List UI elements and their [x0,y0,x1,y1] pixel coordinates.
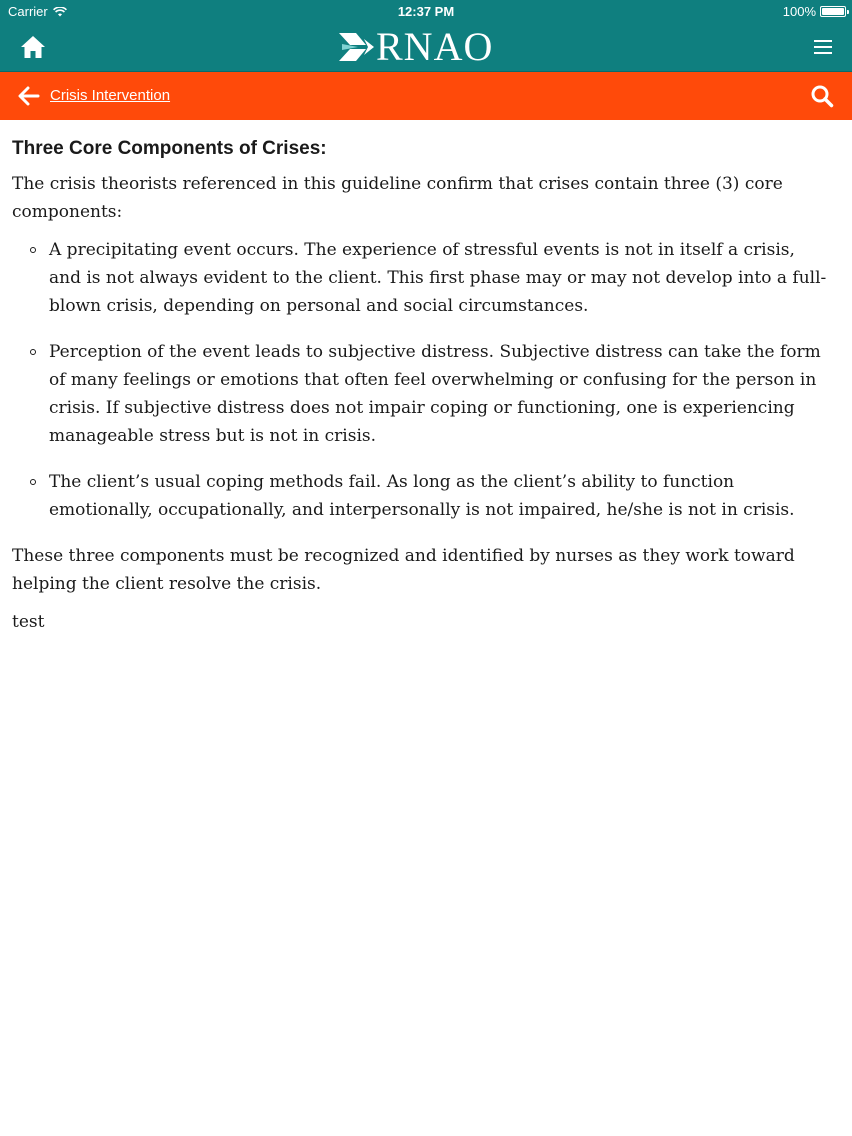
battery-percent: 100% [782,4,816,19]
home-icon [20,35,46,59]
battery-icon [820,6,846,17]
rnao-logo [336,26,516,68]
bullet-circle-icon [30,349,36,355]
menu-button[interactable] [814,37,834,57]
breadcrumb-link[interactable]: Crisis Intervention [50,87,171,104]
list-item-text: The client’s usual coping methods fail. As long as the client’s ability to function emotionally, occupationally, and interpersonally is not impaired, he/she is not in crisis. [49,472,795,520]
bullet-circle-icon [30,247,36,253]
search-button[interactable] [810,84,834,108]
breadcrumb-bar [0,72,852,120]
list-item [12,338,832,450]
list-item-text: A precipitating event occurs. The experience of stressful events is not in itself a crisis, and is not always evident to the client. This first phase may or may not develop into a full-blown crisis, depending on personal and social circumstances. [49,240,827,316]
hamburger-menu-icon [814,37,834,54]
arrow-left-icon [18,86,40,106]
status-bar [0,0,852,24]
bullet-circle-icon [30,479,36,485]
closing-paragraph: These three components must be recognized and identified by nurses as they work toward helping the client resolve the crisis. [12,546,795,594]
intro-paragraph: The crisis theorists referenced in this guideline confirm that crises contain three (3) core components: [12,174,783,222]
search-icon [810,84,834,108]
carrier-label: Carrier [8,4,48,19]
list-item [12,468,832,524]
components-list [12,236,832,524]
home-button[interactable] [20,35,46,59]
list-item [12,236,832,320]
app-header [0,24,852,72]
back-button[interactable] [18,86,40,106]
list-item-text: Perception of the event leads to subjective distress. Subjective distress can take the form of many feelings or emotions that often feel overwhelming or confusing for the person in crisis. If subjective distress does not impair coping or functioning, one is experiencing manageable stress but is not in crisis. [49,342,821,446]
logo-mark-icon [336,27,376,67]
page-title: Three Core Components of Crises: [12,138,327,159]
status-time: 12:37 PM [397,4,455,19]
logo-text: RNAO [376,24,494,69]
test-text: test [12,612,45,632]
battery-indicator [783,4,846,19]
article-content [12,136,832,634]
